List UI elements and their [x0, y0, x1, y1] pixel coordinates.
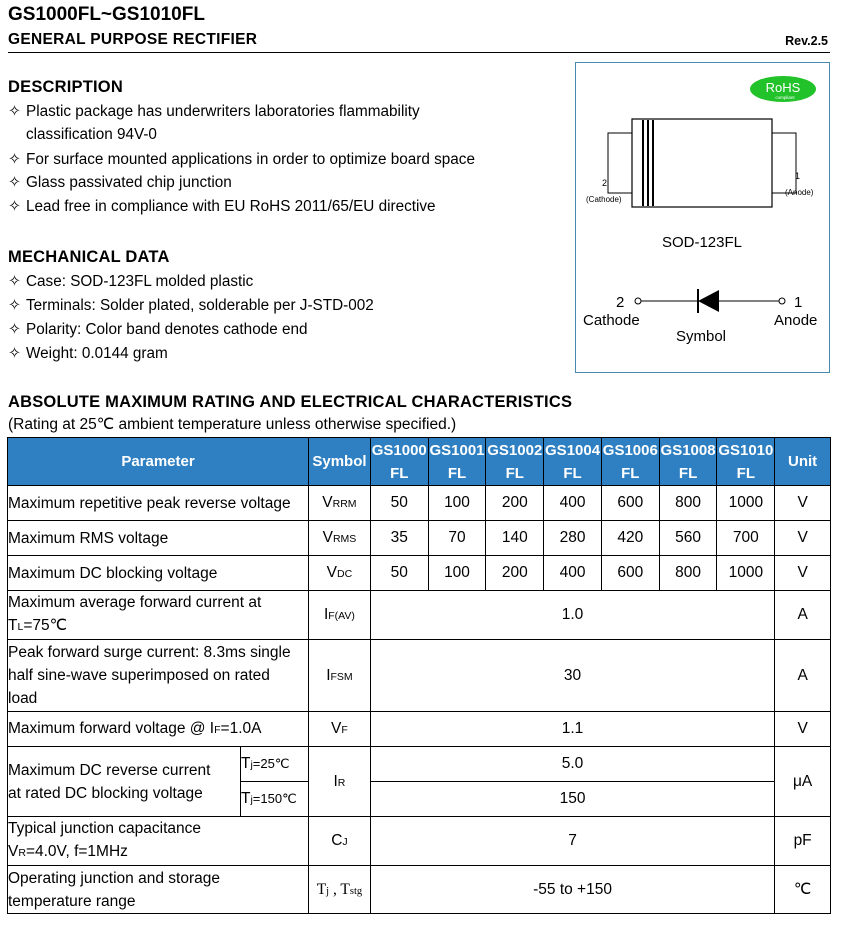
mechanical-item: [8, 320, 307, 339]
description-text: For surface mounted applications in order to optimize board space: [26, 151, 475, 168]
description-item: [8, 173, 232, 192]
param-cell: Maximum repetitive peak reverse voltage: [8, 486, 309, 521]
description-text: classification 94V-0: [26, 126, 157, 143]
page-title: GS1000FL~GS1010FL: [8, 4, 205, 25]
symbol-cell: VDC: [309, 556, 371, 591]
value-cell: 1.1: [370, 712, 774, 747]
param-cell: Maximum DC blocking voltage: [8, 556, 309, 591]
header-grade: GS1006 FL: [601, 438, 659, 486]
unit-cell: V: [775, 556, 831, 591]
table-row-vdc: [8, 556, 831, 591]
value-cell: 280: [544, 521, 602, 556]
value-cell: 150: [370, 782, 774, 817]
table-row-vrms: [8, 521, 831, 556]
package-figure: [575, 62, 830, 373]
mechanical-heading: MECHANICAL DATA: [8, 248, 170, 266]
symbol-cell: VRRM: [309, 486, 371, 521]
param-cell: Maximum average forward current at TL=75℃: [8, 591, 309, 640]
value-cell: 1.0: [370, 591, 774, 640]
symbol-pin1: 1: [794, 294, 803, 311]
header-grade: GS1000 FL: [370, 438, 428, 486]
symbol-cell: Tj , Tstg: [309, 866, 371, 914]
unit-cell: A: [775, 591, 831, 640]
param-cell: Typical junction capacitance VR=4.0V, f=1MHz: [8, 817, 309, 866]
condition-cell: Tj=25℃: [240, 747, 308, 782]
value-cell: 1000: [717, 556, 775, 591]
pin2-name: (Cathode): [586, 195, 622, 204]
rohs-sub-text: compliant: [775, 95, 795, 100]
symbol-cell: CJ: [309, 817, 371, 866]
header-symbol: Symbol: [309, 438, 371, 486]
table-header-row: [8, 438, 831, 486]
table-row-ifav: [8, 591, 831, 640]
cathode-lead: [608, 133, 632, 193]
symbol-cell: VF: [309, 712, 371, 747]
header-parameter: Parameter: [8, 438, 309, 486]
unit-cell: pF: [775, 817, 831, 866]
unit-cell: V: [775, 486, 831, 521]
value-cell: 7: [370, 817, 774, 866]
header-grade: GS1002 FL: [486, 438, 544, 486]
pin2-number: 2: [602, 178, 608, 188]
param-cell: Peak forward surge current: 8.3ms single half sine-wave superimposed on rated load: [8, 640, 309, 712]
value-cell: 50: [370, 556, 428, 591]
param-cell: Maximum RMS voltage: [8, 521, 309, 556]
symbol-cathode-label: Cathode: [583, 312, 640, 329]
unit-cell: V: [775, 521, 831, 556]
table-row-cj: [8, 817, 831, 866]
value-cell: 1000: [717, 486, 775, 521]
package-name: SOD-123FL: [661, 234, 743, 251]
description-item: [8, 197, 436, 216]
mechanical-item: [8, 344, 168, 363]
symbol-cell: IF(AV): [309, 591, 371, 640]
unit-cell: μA: [775, 747, 831, 817]
revision-label: Rev.2.5: [785, 34, 828, 48]
value-cell: 560: [659, 521, 717, 556]
header-grade: GS1010 FL: [717, 438, 775, 486]
value-cell: 35: [370, 521, 428, 556]
pin1-number: 1: [795, 171, 801, 181]
table-row-ifsm: [8, 640, 831, 712]
bullet-icon: ✧: [8, 321, 21, 338]
mechanical-item: [8, 272, 253, 291]
value-cell: 200: [486, 486, 544, 521]
bullet-icon: ✧: [8, 273, 21, 290]
value-cell: 50: [370, 486, 428, 521]
mechanical-text: Weight: 0.0144 gram: [26, 345, 168, 362]
package-drawing: [576, 63, 829, 372]
mechanical-text: Case: SOD-123FL molded plastic: [26, 273, 254, 290]
table-row-vrrm: [8, 486, 831, 521]
value-cell: 200: [486, 556, 544, 591]
value-cell: 600: [601, 486, 659, 521]
bullet-icon: ✧: [8, 151, 21, 168]
value-cell: 30: [370, 640, 774, 712]
symbol-label: Symbol: [676, 328, 727, 345]
unit-cell: ℃: [775, 866, 831, 914]
anode-lead: [772, 133, 796, 193]
ratings-note: (Rating at 25℃ ambient temperature unless otherwise specified.): [8, 416, 457, 433]
symbol-cell: VRMS: [309, 521, 371, 556]
bullet-icon: ✧: [8, 198, 21, 215]
symbol-anode-label: Anode: [774, 312, 818, 329]
bullet-icon: ✧: [8, 174, 21, 191]
page-subtitle: GENERAL PURPOSE RECTIFIER: [8, 31, 258, 48]
description-text: Plastic package has underwriters laboratories flammability: [26, 103, 420, 120]
header-unit: Unit: [775, 438, 831, 486]
bullet-icon: ✧: [8, 297, 21, 314]
param-cell: Operating junction and storage temperature range: [8, 866, 309, 914]
param-cell: Maximum DC reverse current at rated DC blocking voltage: [8, 747, 241, 817]
value-cell: -55 to +150: [370, 866, 774, 914]
value-cell: 70: [428, 521, 486, 556]
table-row-ir: [8, 747, 831, 782]
value-cell: 140: [486, 521, 544, 556]
unit-cell: A: [775, 640, 831, 712]
value-cell: 5.0: [370, 747, 774, 782]
value-cell: 400: [544, 486, 602, 521]
description-text: Glass passivated chip junction: [26, 174, 232, 191]
condition-cell: Tj=150℃: [240, 782, 308, 817]
table-row-vf: [8, 712, 831, 747]
pin1-name: (Anode): [785, 188, 814, 197]
symbol-cell: IFSM: [309, 640, 371, 712]
table-row-tj: [8, 866, 831, 914]
mechanical-item: [8, 296, 374, 315]
mechanical-text: Terminals: Solder plated, solderable per J-STD-002: [26, 297, 374, 314]
header-grade: GS1004 FL: [544, 438, 602, 486]
param-cell: Maximum forward voltage @ IF=1.0A: [8, 712, 309, 747]
ratings-table: [7, 437, 831, 914]
description-item: [8, 102, 420, 121]
header-grade: GS1008 FL: [659, 438, 717, 486]
value-cell: 100: [428, 556, 486, 591]
value-cell: 800: [659, 486, 717, 521]
description-text: Lead free in compliance with EU RoHS 2011/65/EU directive: [26, 198, 436, 215]
ratings-heading: ABSOLUTE MAXIMUM RATING AND ELECTRICAL CHARACTERISTICS: [8, 393, 573, 411]
value-cell: 700: [717, 521, 775, 556]
symbol-cell: IR: [309, 747, 371, 817]
value-cell: 420: [601, 521, 659, 556]
diode-symbol: [635, 289, 785, 313]
mechanical-text: Polarity: Color band denotes cathode end: [26, 321, 308, 338]
bullet-icon: ✧: [8, 103, 21, 120]
header-grade: GS1001 FL: [428, 438, 486, 486]
value-cell: 100: [428, 486, 486, 521]
header-divider: [8, 52, 830, 53]
symbol-pin2: 2: [616, 294, 625, 311]
value-cell: 600: [601, 556, 659, 591]
value-cell: 800: [659, 556, 717, 591]
value-cell: 400: [544, 556, 602, 591]
description-heading: DESCRIPTION: [8, 78, 123, 96]
unit-cell: V: [775, 712, 831, 747]
description-item: [8, 150, 475, 169]
bullet-icon: ✧: [8, 345, 21, 362]
rohs-text: RoHS: [765, 80, 801, 95]
rohs-badge: [750, 76, 816, 102]
